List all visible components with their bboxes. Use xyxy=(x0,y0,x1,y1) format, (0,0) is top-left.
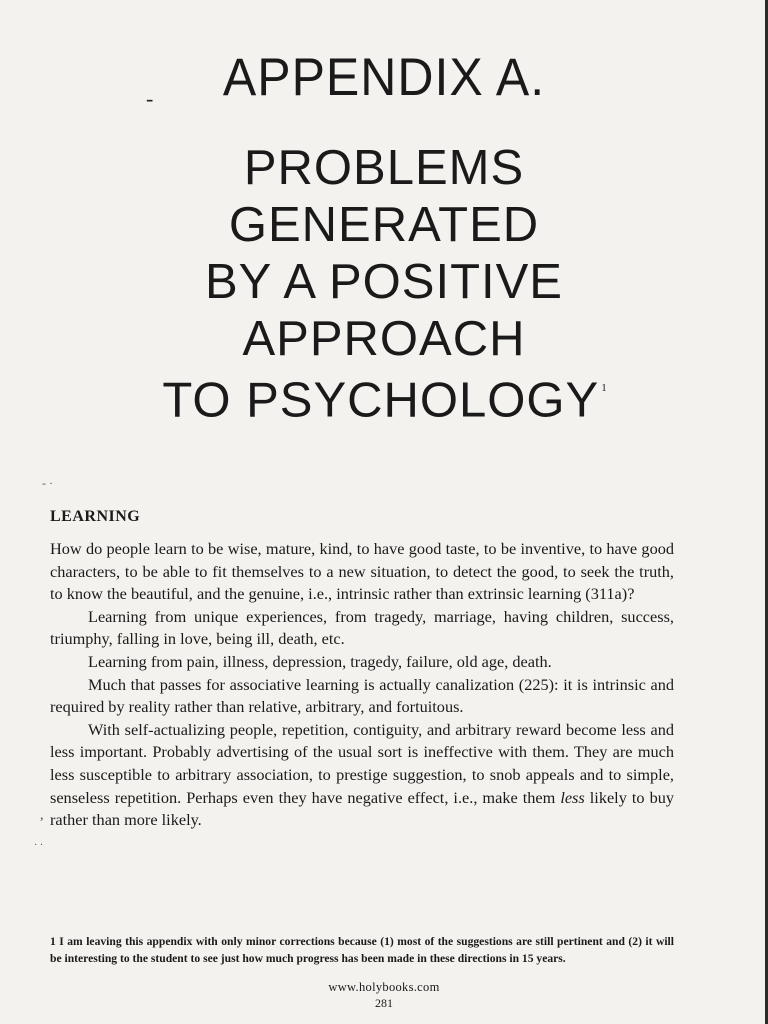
title-line-5 xyxy=(0,368,768,429)
paragraph-text: With self-actualizing people, repetition, contiguity, and arbitrary reward become less and less important. Probably advertising of the usual sort is ineffective with them. They are much less susceptible to arbitrary association, to prestige suggestion, to snob appeals and to simple, senseless repetition. Perhaps even they have negative effect, i.e., make them xyxy=(50,719,674,807)
scan-speck: - · xyxy=(42,476,53,490)
title-line-5-text: TO PSYCHOLOGY xyxy=(162,373,600,428)
paragraph: Learning from unique experiences, from tragedy, marriage, having children, success, triumphy, falling in love, being ill, death, etc. xyxy=(50,606,674,649)
paragraph: How do people learn to be wise, mature, kind, to have good taste, to be inventive, to have good characters, to be able to fit themselves to a new situation, to detect the good, to seek the truth, to know the beautiful, and the genuine, i.e., intrinsic rather than extrinsic learning (311a)? xyxy=(50,539,674,604)
title-line-3: BY A POSITIVE xyxy=(205,255,563,309)
appendix-label: APPENDIX A. xyxy=(222,47,546,107)
paragraph: Much that passes for associative learning is actually canalization (225): it is intrinsic and required by reality rather than relative, arbitrary, and fortuitous. xyxy=(50,674,674,717)
dash-mark: - xyxy=(146,86,154,111)
footer-url: www.holybooks.com xyxy=(328,980,440,994)
emphasis-text: less xyxy=(560,787,585,807)
scan-speck: , xyxy=(40,808,44,823)
paragraph xyxy=(50,719,674,832)
paragraph: Learning from pain, illness, depression, tragedy, failure, old age, death. xyxy=(88,651,552,671)
body-text xyxy=(50,538,674,832)
chapter-title xyxy=(0,140,768,429)
title-line-4: APPROACH xyxy=(242,312,526,366)
title-line-1: PROBLEMS xyxy=(243,141,525,195)
section-heading: LEARNING xyxy=(50,508,141,525)
title-line-2: GENERATED xyxy=(228,198,540,252)
page-number: 281 xyxy=(375,996,393,1010)
scan-speck: · · xyxy=(34,840,44,851)
footnote: 1 I am leaving this appendix with only minor corrections because (1) most of the suggestions are still pertinent and (2) it will be interesting to the student to see just how much progress has been made in these directions in 15 years. xyxy=(50,935,674,965)
paragraph-text: likely to buy rather than more likely. xyxy=(50,787,674,830)
footnote-marker: 1 xyxy=(601,382,608,394)
